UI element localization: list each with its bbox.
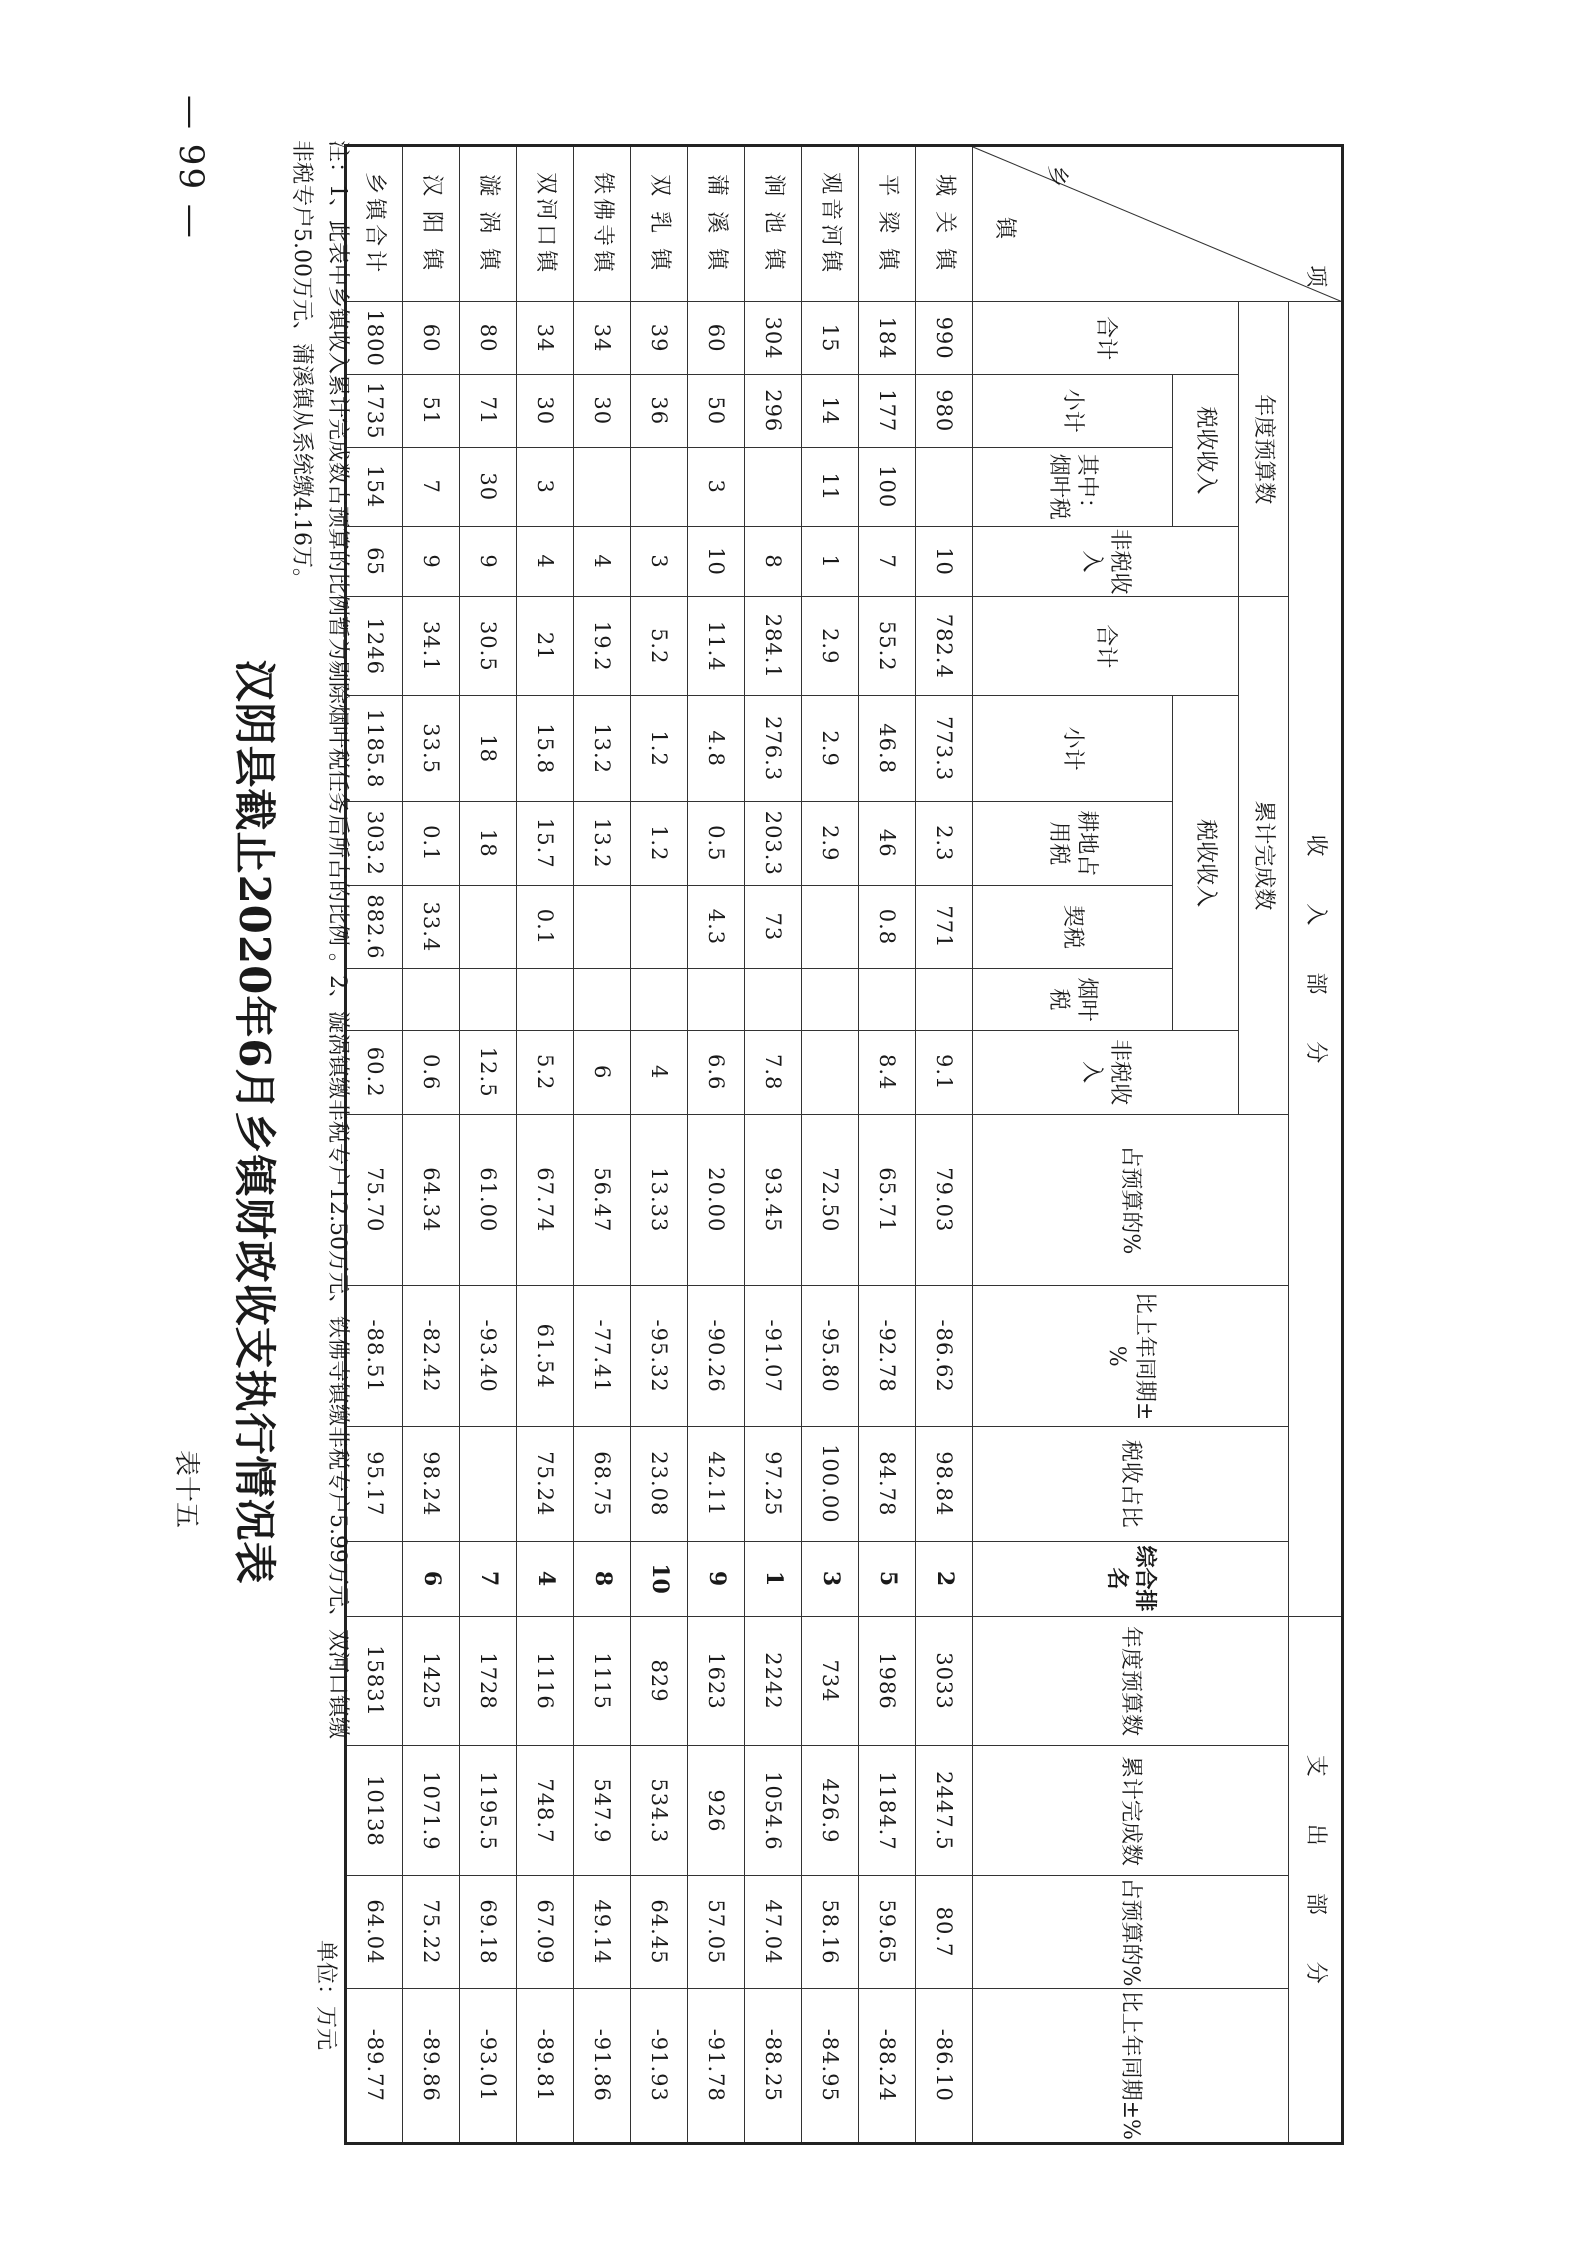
cell-c-tax-sub: 1185.8 — [346, 696, 403, 802]
expenditure-section-header: 支 出 部 分 — [1289, 1616, 1343, 2143]
cell-c-nontax: 0.6 — [403, 1030, 460, 1114]
table-row — [574, 146, 631, 2144]
cell-c-tax-sub: 15.8 — [517, 696, 574, 802]
cell-c-deed: 882.6 — [346, 885, 403, 969]
cell-b-total: 15 — [802, 302, 859, 375]
cell-c-tax-sub: 276.3 — [745, 696, 802, 802]
cell-b-tobacco: 154 — [346, 447, 403, 526]
cell-c-total: 782.4 — [916, 597, 973, 696]
cell-name: 涧 池 镇 — [745, 146, 802, 302]
cell-c-deed: 33.4 — [403, 885, 460, 969]
cell-yoy: -77.41 — [574, 1286, 631, 1427]
cell-c-tax-sub: 46.8 — [859, 696, 916, 802]
cell-pct: 13.33 — [631, 1114, 688, 1286]
cell-c-farm: 303.2 — [346, 801, 403, 885]
cell-tax-ratio: 75.24 — [517, 1427, 574, 1541]
cell-b-tax: 177 — [859, 374, 916, 447]
cell-e-done: 748.7 — [517, 1746, 574, 1876]
cell-name: 观音河镇 — [802, 146, 859, 302]
cell-b-tobacco — [916, 447, 973, 526]
finance-table — [344, 144, 1344, 2145]
cell-c-tax-sub: 33.5 — [403, 696, 460, 802]
cell-c-total: 55.2 — [859, 597, 916, 696]
budget-nontax-header: 非税收入 — [973, 526, 1239, 596]
page-number: — 99 — — [171, 95, 211, 240]
cell-c-tob — [631, 969, 688, 1031]
cell-tax-ratio: 95.17 — [346, 1427, 403, 1541]
cell-e-budget: 2242 — [745, 1616, 802, 1746]
cell-e-budget: 1623 — [688, 1616, 745, 1746]
cell-c-tax-sub: 773.3 — [916, 696, 973, 802]
cell-pct: 56.47 — [574, 1114, 631, 1286]
cell-b-tax: 1735 — [346, 374, 403, 447]
cell-name: 铁佛寺镇 — [574, 146, 631, 302]
cell-yoy: -82.42 — [403, 1286, 460, 1427]
cell-b-total: 80 — [460, 302, 517, 375]
cell-c-total: 2.9 — [802, 597, 859, 696]
cell-yoy: -95.32 — [631, 1286, 688, 1427]
cum-tax-header: 税收收入 — [1173, 696, 1239, 1031]
pct-of-budget-header: 占预算的% — [973, 1114, 1289, 1286]
cell-b-total: 990 — [916, 302, 973, 375]
cell-b-total: 39 — [631, 302, 688, 375]
cell-c-nontax — [802, 1030, 859, 1114]
cell-c-deed — [802, 885, 859, 969]
deed-tax-header: 契税 — [973, 885, 1173, 969]
cell-e-done: 2447.5 — [916, 1746, 973, 1876]
cell-c-tob — [403, 969, 460, 1031]
cell-b-total: 304 — [745, 302, 802, 375]
cell-tax-ratio: 23.08 — [631, 1427, 688, 1541]
cell-c-total: 11.4 — [688, 597, 745, 696]
cell-c-tob — [574, 969, 631, 1031]
tax-share-header: 税收占比 — [973, 1427, 1289, 1541]
cell-c-nontax: 4 — [631, 1030, 688, 1114]
cell-pct: 64.34 — [403, 1114, 460, 1286]
cell-c-nontax: 12.5 — [460, 1030, 517, 1114]
cell-e-yoy: -86.10 — [916, 1988, 973, 2143]
cell-b-total: 1800 — [346, 302, 403, 375]
cell-e-pct: 64.04 — [346, 1876, 403, 1988]
budget-tax-header: 税收收入 — [1173, 374, 1239, 526]
cell-e-yoy: -84.95 — [802, 1988, 859, 2143]
cell-e-yoy: -91.78 — [688, 1988, 745, 2143]
footnote-line-2: 非税专户5.00万元、蒲溪镇从系统缴4.16万。 — [289, 140, 314, 590]
cell-b-nontax: 4 — [517, 526, 574, 596]
cell-b-tobacco: 30 — [460, 447, 517, 526]
cell-b-tobacco: 3 — [688, 447, 745, 526]
cell-b-tobacco: 3 — [517, 447, 574, 526]
cum-nontax-header: 非税收入 — [973, 1030, 1239, 1114]
cell-c-tob — [517, 969, 574, 1031]
cell-c-total: 5.2 — [631, 597, 688, 696]
table-row — [460, 146, 517, 2144]
cell-b-tobacco — [745, 447, 802, 526]
cell-b-total: 184 — [859, 302, 916, 375]
cell-name: 平 梁 镇 — [859, 146, 916, 302]
table-row — [688, 146, 745, 2144]
exp-budget-header: 年度预算数 — [973, 1616, 1289, 1746]
cell-yoy: -95.80 — [802, 1286, 859, 1427]
cell-pct: 20.00 — [688, 1114, 745, 1286]
cell-c-nontax: 9.1 — [916, 1030, 973, 1114]
cell-rank: 4 — [517, 1541, 574, 1616]
cell-e-pct: 47.04 — [745, 1876, 802, 1988]
cell-c-tob — [688, 969, 745, 1031]
cell-b-tax: 30 — [517, 374, 574, 447]
cell-e-yoy: -93.01 — [460, 1988, 517, 2143]
cell-rank: 2 — [916, 1541, 973, 1616]
cell-c-deed: 0.8 — [859, 885, 916, 969]
cell-e-yoy: -88.25 — [745, 1988, 802, 2143]
cell-c-total: 284.1 — [745, 597, 802, 696]
cell-tax-ratio: 68.75 — [574, 1427, 631, 1541]
cell-e-pct: 57.05 — [688, 1876, 745, 1988]
cell-c-tax-sub: 1.2 — [631, 696, 688, 802]
cell-c-tob — [802, 969, 859, 1031]
cell-e-yoy: -89.81 — [517, 1988, 574, 2143]
cell-c-nontax: 8.4 — [859, 1030, 916, 1114]
cell-b-tax: 980 — [916, 374, 973, 447]
cell-tax-ratio: 97.25 — [745, 1427, 802, 1541]
cell-b-tobacco — [574, 447, 631, 526]
cell-b-total: 34 — [517, 302, 574, 375]
cell-e-pct: 67.09 — [517, 1876, 574, 1988]
cell-e-budget: 1116 — [517, 1616, 574, 1746]
cell-b-tobacco — [631, 447, 688, 526]
cell-yoy: -88.51 — [346, 1286, 403, 1427]
cell-e-yoy: -91.86 — [574, 1988, 631, 2143]
cell-tax-ratio: 98.84 — [916, 1427, 973, 1541]
cell-pct: 65.71 — [859, 1114, 916, 1286]
cell-c-nontax: 6.6 — [688, 1030, 745, 1114]
cell-c-farm: 0.1 — [403, 801, 460, 885]
cell-tax-ratio: 100.00 — [802, 1427, 859, 1541]
cell-c-farm: 2.3 — [916, 801, 973, 885]
cell-e-yoy: -89.77 — [346, 1988, 403, 2143]
cell-e-budget: 1986 — [859, 1616, 916, 1746]
cell-c-deed: 73 — [745, 885, 802, 969]
cell-c-farm: 1.2 — [631, 801, 688, 885]
exp-yoy-header: 比上年同期±% — [973, 1988, 1289, 2143]
cell-c-tob — [859, 969, 916, 1031]
cell-rank: 3 — [802, 1541, 859, 1616]
cell-c-deed — [460, 885, 517, 969]
cell-rank: 1 — [745, 1541, 802, 1616]
cell-c-tob — [916, 969, 973, 1031]
cell-e-budget: 1115 — [574, 1616, 631, 1746]
cell-c-total: 1246 — [346, 597, 403, 696]
cell-c-tax-sub: 4.8 — [688, 696, 745, 802]
cell-c-deed: 4.3 — [688, 885, 745, 969]
cell-name: 城 关 镇 — [916, 146, 973, 302]
budget-total-header: 合计 — [973, 302, 1239, 375]
budget-tobacco-header: 其中：烟叶税 — [973, 447, 1173, 526]
income-section-header: 收 入 部 分 — [1289, 302, 1343, 1616]
cell-name: 漩 涡 镇 — [460, 146, 517, 302]
corner-township: 乡 — [1044, 165, 1070, 188]
cell-b-nontax: 10 — [916, 526, 973, 596]
cell-yoy: -92.78 — [859, 1286, 916, 1427]
cell-pct: 61.00 — [460, 1114, 517, 1286]
page-title: 汉阴县截止2020年6月乡镇财政收支执行情况表 — [230, 659, 279, 1585]
cell-b-nontax: 8 — [745, 526, 802, 596]
cell-e-done: 426.9 — [802, 1746, 859, 1876]
cell-e-done: 1184.7 — [859, 1746, 916, 1876]
cell-b-nontax: 65 — [346, 526, 403, 596]
cell-c-tob — [460, 969, 517, 1031]
cell-b-total: 34 — [574, 302, 631, 375]
cum-subtotal-header: 小计 — [973, 696, 1173, 802]
table-row — [631, 146, 688, 2144]
cell-rank: 6 — [403, 1541, 460, 1616]
cell-pct: 72.50 — [802, 1114, 859, 1286]
cell-yoy: -86.62 — [916, 1286, 973, 1427]
farmland-tax-header: 耕地占用税 — [973, 801, 1173, 885]
cell-e-pct: 75.22 — [403, 1876, 460, 1988]
cell-c-tax-sub: 2.9 — [802, 696, 859, 802]
table-row — [745, 146, 802, 2144]
cell-e-done: 1195.5 — [460, 1746, 517, 1876]
cell-e-yoy: -91.93 — [631, 1988, 688, 2143]
table-row — [859, 146, 916, 2144]
cell-e-done: 547.9 — [574, 1746, 631, 1876]
cell-b-tax: 296 — [745, 374, 802, 447]
cell-b-nontax: 7 — [859, 526, 916, 596]
cell-e-yoy: -88.24 — [859, 1988, 916, 2143]
cell-b-tobacco: 100 — [859, 447, 916, 526]
cell-e-budget: 734 — [802, 1616, 859, 1746]
cell-e-pct: 64.45 — [631, 1876, 688, 1988]
cell-b-tax: 14 — [802, 374, 859, 447]
cell-tax-ratio: 98.24 — [403, 1427, 460, 1541]
exp-done-header: 累计完成数 — [973, 1746, 1289, 1876]
yoy-header: 比上年同期±% — [973, 1286, 1289, 1427]
cell-b-nontax: 3 — [631, 526, 688, 596]
cell-c-farm: 203.3 — [745, 801, 802, 885]
cell-b-tobacco: 7 — [403, 447, 460, 526]
cell-c-total: 21 — [517, 597, 574, 696]
cell-c-total: 19.2 — [574, 597, 631, 696]
cell-e-pct: 58.16 — [802, 1876, 859, 1988]
cumulative-header: 累计完成数 — [1239, 597, 1289, 1114]
cell-c-total: 30.5 — [460, 597, 517, 696]
cell-rank: 7 — [460, 1541, 517, 1616]
cell-b-nontax: 10 — [688, 526, 745, 596]
cell-e-pct: 59.65 — [859, 1876, 916, 1988]
cell-yoy: -90.26 — [688, 1286, 745, 1427]
cell-e-budget: 15831 — [346, 1616, 403, 1746]
table-number: 表十五 — [171, 1450, 201, 1529]
cell-c-total: 34.1 — [403, 597, 460, 696]
cell-b-total: 60 — [688, 302, 745, 375]
cell-rank: 8 — [574, 1541, 631, 1616]
cell-rank: 9 — [688, 1541, 745, 1616]
cell-e-budget: 829 — [631, 1616, 688, 1746]
cell-e-pct: 49.14 — [574, 1876, 631, 1988]
corner-item: 项 — [1303, 265, 1328, 288]
cell-c-nontax: 5.2 — [517, 1030, 574, 1114]
cell-b-tax: 30 — [574, 374, 631, 447]
cell-c-farm: 15.7 — [517, 801, 574, 885]
cell-e-yoy: -89.86 — [403, 1988, 460, 2143]
corner-header — [973, 146, 1343, 302]
cell-pct: 93.45 — [745, 1114, 802, 1286]
cell-e-pct: 69.18 — [460, 1876, 517, 1988]
cell-c-farm: 0.5 — [688, 801, 745, 885]
cell-b-tax: 50 — [688, 374, 745, 447]
cell-c-farm: 2.9 — [802, 801, 859, 885]
exp-pct-header: 占预算的% — [973, 1876, 1289, 1988]
cell-c-nontax: 7.8 — [745, 1030, 802, 1114]
cell-c-deed — [631, 885, 688, 969]
rank-header: 综合排名 — [973, 1541, 1289, 1616]
cell-e-pct: 80.7 — [916, 1876, 973, 1988]
cell-c-nontax: 6 — [574, 1030, 631, 1114]
unit-label: 单位：万元 — [313, 1940, 338, 2051]
annual-budget-header: 年度预算数 — [1239, 302, 1289, 597]
cell-b-tax: 36 — [631, 374, 688, 447]
cell-b-tax: 51 — [403, 374, 460, 447]
table-row — [517, 146, 574, 2144]
footnote-line-1: 注：1、此表中乡镇收入累计完成数占预算的比例暂为剔除烟叶税任务后所占的比例 。2、漩涡镇缴非税专户12.50万元、铁佛寺镇缴非税专户5.99万元、双河口镇缴 — [325, 140, 350, 1739]
cell-b-tobacco: 11 — [802, 447, 859, 526]
cell-c-farm: 18 — [460, 801, 517, 885]
cell-pct: 67.74 — [517, 1114, 574, 1286]
cell-name: 蒲 溪 镇 — [688, 146, 745, 302]
cell-yoy: 61.54 — [517, 1286, 574, 1427]
cell-yoy: -93.40 — [460, 1286, 517, 1427]
cum-total-header: 合计 — [973, 597, 1239, 696]
cell-e-done: 10138 — [346, 1746, 403, 1876]
cell-e-budget: 1728 — [460, 1616, 517, 1746]
cell-c-farm: 13.2 — [574, 801, 631, 885]
cell-rank: 5 — [859, 1541, 916, 1616]
cell-c-tax-sub: 18 — [460, 696, 517, 802]
cell-name: 乡镇合计 — [346, 146, 403, 302]
corner-town: 镇 — [992, 217, 1018, 240]
cell-c-deed — [574, 885, 631, 969]
cell-b-tax: 71 — [460, 374, 517, 447]
cell-c-nontax: 60.2 — [346, 1030, 403, 1114]
cell-e-done: 926 — [688, 1746, 745, 1876]
cell-name: 双河口镇 — [517, 146, 574, 302]
tobacco-tax-header: 烟叶税 — [973, 969, 1173, 1031]
cell-b-nontax: 9 — [403, 526, 460, 596]
cell-c-farm: 46 — [859, 801, 916, 885]
cell-b-nontax: 4 — [574, 526, 631, 596]
cell-c-deed: 771 — [916, 885, 973, 969]
cell-yoy: -91.07 — [745, 1286, 802, 1427]
cell-c-tax-sub: 13.2 — [574, 696, 631, 802]
cell-e-budget: 3033 — [916, 1616, 973, 1746]
cell-tax-ratio: 84.78 — [859, 1427, 916, 1541]
cell-name: 汉 阳 镇 — [403, 146, 460, 302]
cell-rank: 10 — [631, 1541, 688, 1616]
cell-pct: 75.70 — [346, 1114, 403, 1286]
cell-c-deed: 0.1 — [517, 885, 574, 969]
table-row — [403, 146, 460, 2144]
cell-b-total: 60 — [403, 302, 460, 375]
cell-e-budget: 1425 — [403, 1616, 460, 1746]
cell-b-nontax: 9 — [460, 526, 517, 596]
cell-tax-ratio — [460, 1427, 517, 1541]
table-row — [802, 146, 859, 2144]
budget-subtotal-header: 小计 — [973, 374, 1173, 447]
cell-c-tob — [745, 969, 802, 1031]
table-row — [916, 146, 973, 2144]
cell-e-done: 1054.6 — [745, 1746, 802, 1876]
cell-e-done: 1071.9 — [403, 1746, 460, 1876]
cell-tax-ratio: 42.11 — [688, 1427, 745, 1541]
cell-name: 双 乳 镇 — [631, 146, 688, 302]
cell-e-done: 534.3 — [631, 1746, 688, 1876]
cell-b-nontax: 1 — [802, 526, 859, 596]
cell-pct: 79.03 — [916, 1114, 973, 1286]
